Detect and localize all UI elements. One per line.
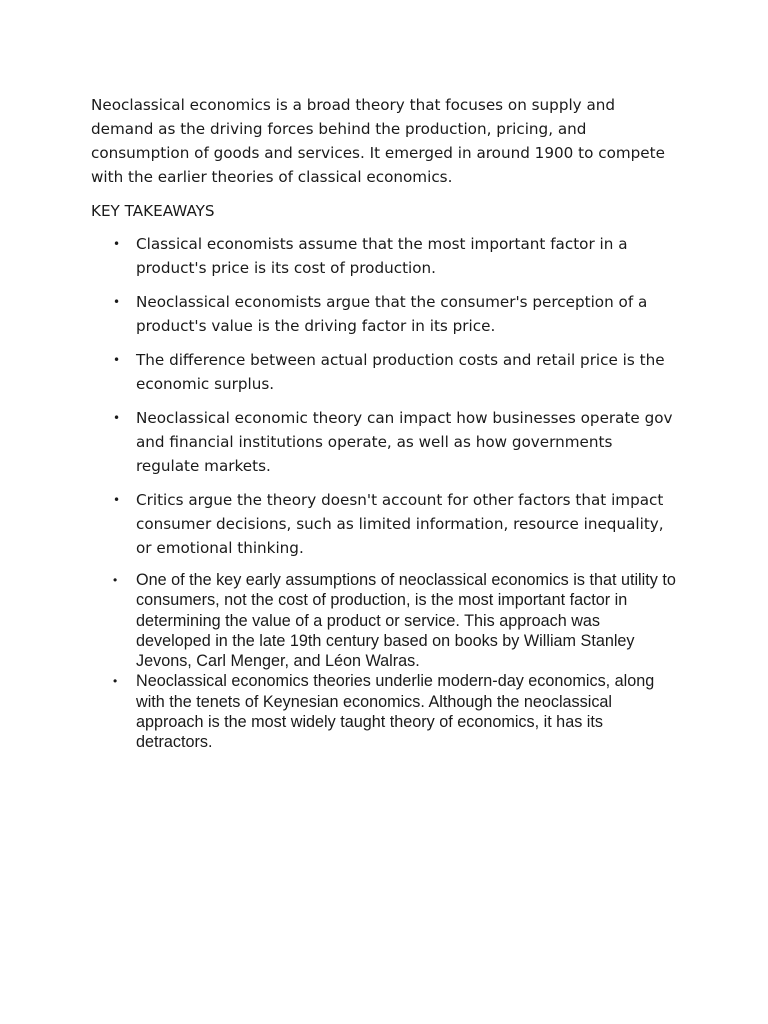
bullet-icon: • [113, 674, 118, 689]
bullet-icon: • [113, 237, 121, 251]
bullet-icon: • [113, 353, 121, 367]
details-list [0, 570, 768, 753]
list-item-text: Neoclassical economics theories underlie modern-day economics, along with the tenets of Keynesian economics. Although the neoclassical approach is the most widely taught theory of economics, it has its detractors. [136, 672, 655, 752]
list-item-text: Neoclassical economists argue that the consumer's perception of a product's value is the driving factor in its price. [136, 293, 648, 335]
key-takeaways-heading: KEY TAKEAWAYS [91, 202, 215, 220]
list-item [0, 290, 676, 338]
list-item-text: Neoclassical economic theory can impact how businesses operate gov and financial institutions operate, as well as how governments regulate markets. [136, 409, 673, 475]
list-item [0, 671, 676, 752]
bullet-icon: • [113, 573, 118, 587]
list-item-text: One of the key early assumptions of neoclassical economics is that utility to consumers, not the cost of production, is the most important factor in determining the value of a product or service. This approach was developed in the late 19th century based on books by William Stanley Jevons, Carl Menger, and Léon Walras. [136, 571, 676, 671]
bullet-icon: • [113, 411, 121, 425]
list-item [0, 570, 676, 671]
list-item [0, 488, 676, 560]
bullet-icon: • [113, 493, 121, 507]
key-takeaways-list [0, 232, 768, 570]
list-item-text: The difference between actual production costs and retail price is the economic surplus. [136, 351, 665, 393]
list-item-text: Critics argue the theory doesn't account for other factors that impact consumer decisions, such as limited information, resource inequality, or emotional thinking. [136, 491, 664, 557]
list-item [0, 406, 676, 478]
bullet-icon: • [113, 295, 121, 309]
list-item [0, 348, 676, 396]
list-item-text: Classical economists assume that the most important factor in a product's price is its cost of production. [136, 235, 628, 277]
intro-paragraph: Neoclassical economics is a broad theory that focuses on supply and demand as the driving forces behind the production, pricing, and consumption of goods and services. It emerged in around 1900 to compete with the earlier theories of classical economics. [91, 96, 665, 186]
list-item [0, 232, 676, 280]
